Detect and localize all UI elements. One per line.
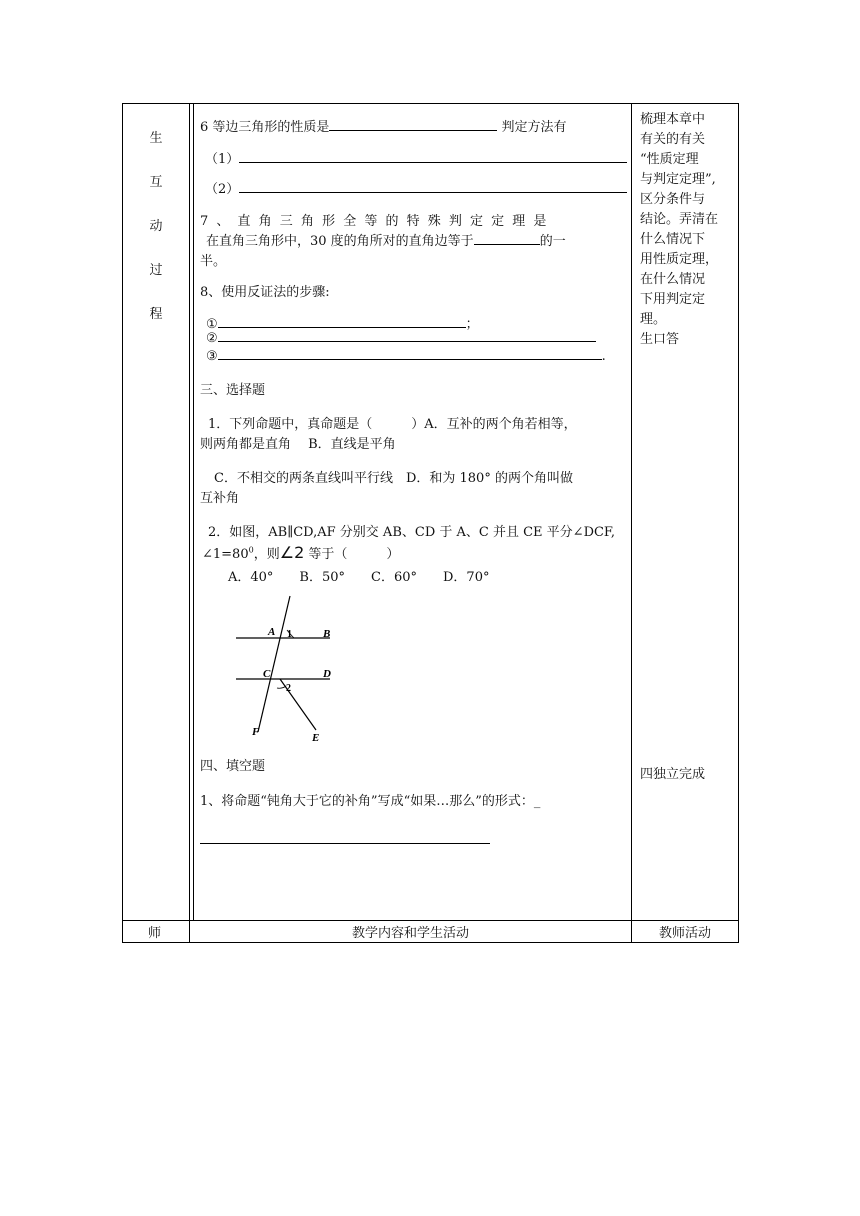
table-col-divider-2 [631, 103, 632, 943]
left-char-4: 过 [149, 263, 163, 278]
q8-step2 [206, 331, 596, 346]
fill1-question: 1、将命题“钝角大于它的补角”写成“如果…那么”的形式：_ [200, 794, 541, 809]
mc1-line4: 互补角 [200, 491, 240, 506]
note-line-9: 在什么情况 [640, 272, 706, 287]
fill1-answer-blank[interactable] [200, 843, 490, 844]
left-char-1: 生 [149, 131, 163, 146]
mc2-equals: 等于（ ） [304, 547, 400, 562]
label-2: 2 [286, 683, 291, 694]
label-A: A [268, 626, 276, 638]
note-line-7: 什么情况下 [640, 232, 706, 247]
note-line-4: 与判定定理”, [640, 172, 716, 187]
note-line-8: 用性质定理， [640, 252, 719, 267]
mc2-angle2: ∠2 [279, 543, 305, 562]
left-char-2: 互 [149, 175, 163, 190]
q8-step2-blank[interactable] [218, 341, 596, 342]
mc2-then: ，则 [253, 547, 280, 562]
left-char-5: 程 [149, 307, 163, 322]
q6-before: 6 等边三角形的性质是 [200, 120, 330, 135]
note-line-12: 生口答 [640, 332, 680, 347]
q8-title: 8、使用反证法的步骤: [200, 285, 330, 300]
q6-item1-label: （1） [205, 152, 240, 167]
q8-step1 [206, 313, 479, 332]
label-1: 1 [287, 629, 292, 640]
q6-item1 [205, 148, 627, 167]
note-line-6: 结论。弄清在 [640, 212, 719, 227]
q7-line3: 半。 [200, 254, 227, 269]
q8-step3-blank[interactable] [218, 359, 602, 360]
q6-line [200, 116, 567, 135]
q6-item2-blank[interactable] [239, 192, 627, 193]
right-note-independent: 四独立完成 [640, 767, 706, 782]
q6-item2-label: （2） [205, 182, 240, 197]
footer-content-label: 教学内容和学生活动 [351, 926, 469, 941]
q6-blank-1[interactable] [329, 130, 497, 131]
section4-heading: 四、填空题 [200, 759, 266, 774]
q7-line2a: 在直角三角形中，30 度的角所对的直角边等于 [206, 234, 474, 249]
table-right-border [738, 103, 739, 943]
label-C: C [263, 668, 271, 680]
label-F: F [252, 726, 260, 738]
q8-step3-label: ③ [206, 349, 218, 364]
right-column-notes [640, 110, 736, 350]
q8-step1-end: ； [465, 317, 479, 332]
table-footer-divider [122, 920, 739, 921]
mc1-line3: C．不相交的两条直线叫平行线 D．和为 180° 的两个角叫做 [214, 471, 573, 486]
left-char-3: 动 [149, 219, 163, 234]
q8-step1-blank[interactable] [218, 327, 466, 328]
q7-line2b: 的一 [539, 234, 566, 249]
table-top-border [122, 103, 739, 104]
left-column-label [141, 127, 171, 347]
note-line-3: “性质定理 [640, 152, 699, 167]
q8-step2-label: ② [206, 331, 218, 346]
mc2-line2 [202, 543, 399, 562]
note-line-1: 梳理本章中 [640, 112, 706, 127]
geometry-figure [230, 594, 350, 744]
label-D: D [323, 668, 331, 680]
mc2-angle1: ∠1=80 [202, 547, 249, 562]
q8-step3-end: . [601, 349, 606, 364]
q6-item1-blank[interactable] [239, 162, 627, 163]
q7-line1: 7 、 直 角 三 角 形 全 等 的 特 殊 判 定 定 理 是 [200, 214, 547, 229]
label-B: B [323, 628, 331, 640]
mc2-line1: 2．如图，AB∥CD,AF 分别交 AB、CD 于 A、C 并且 CE 平分∠DCF, [208, 525, 616, 540]
mc1-line1: 1．下列命题中，真命题是（ ）A．互补的两个角若相等， [208, 417, 577, 432]
footer-teacher-label: 师 [148, 926, 162, 941]
note-line-10: 下用判定定 [640, 292, 706, 307]
q6-after: 判定方法有 [497, 120, 567, 135]
line-af [258, 596, 290, 732]
label-E: E [312, 732, 320, 744]
mc2-options: A．40° B．50° C．60° D．70° [228, 570, 490, 585]
section3-heading: 三、选择题 [200, 383, 266, 398]
q7-blank[interactable] [474, 244, 540, 245]
q8-step1-label: ① [206, 317, 218, 332]
mc1-line2: 则两角都是直角 B．直线是平角 [200, 437, 396, 452]
note-line-5: 区分条件与 [640, 192, 706, 207]
table-left-border [122, 103, 123, 943]
note-line-2: 有关的有关 [640, 132, 706, 147]
q8-step3 [206, 349, 606, 364]
table-col-divider-1 [189, 103, 190, 943]
q6-item2 [205, 178, 627, 197]
q7-line2 [206, 230, 566, 249]
note-line-11: 理。 [640, 312, 667, 327]
mc2-degree-sup: 0 [248, 545, 254, 555]
table-col-divider-1b [193, 103, 194, 921]
footer-activity-label: 教师活动 [658, 926, 711, 941]
